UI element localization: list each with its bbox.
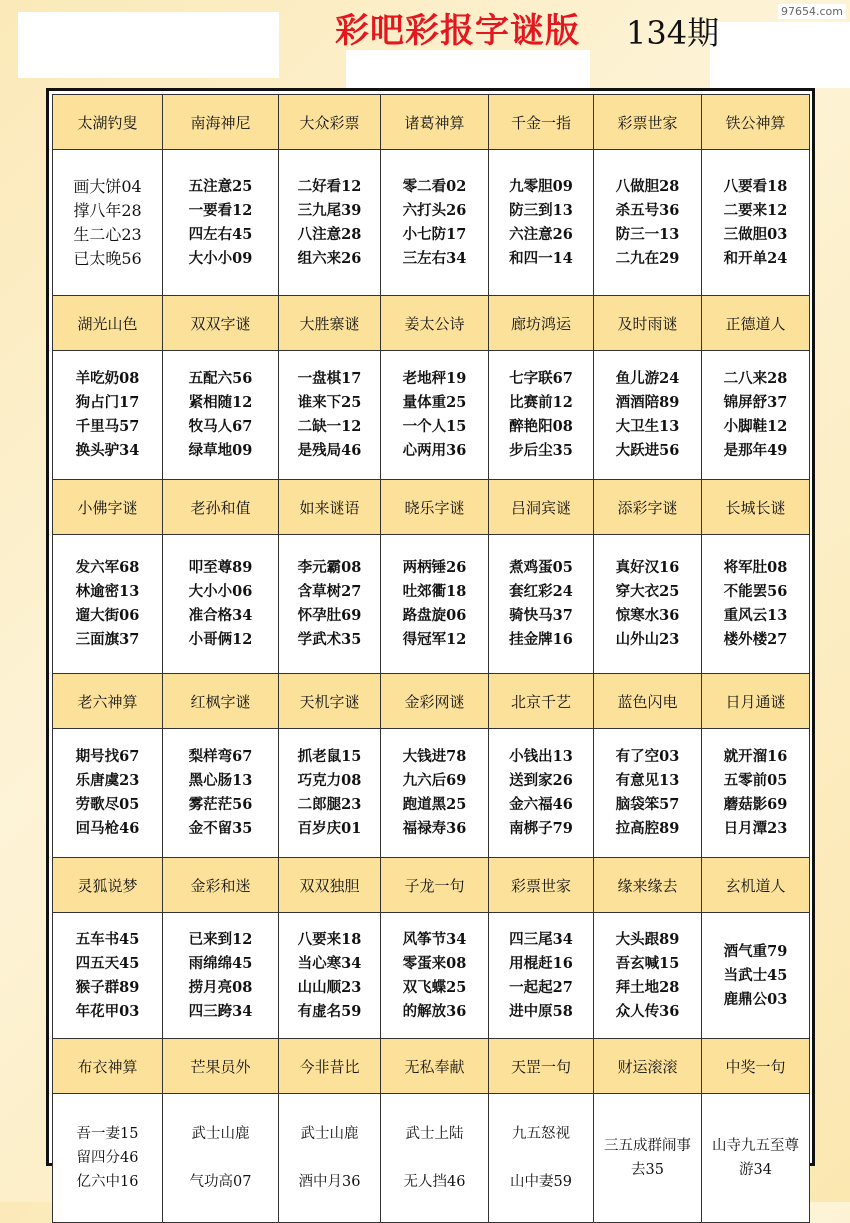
riddle-line: 气功高07 — [189, 1174, 252, 1190]
riddle-line: 大钱进78 — [402, 748, 467, 765]
riddle-line: 百岁庆01 — [297, 820, 362, 837]
riddle-line: 楼外楼27 — [723, 631, 788, 648]
riddle-line: 是那年49 — [723, 442, 788, 459]
column-header: 灵狐说梦 — [53, 858, 163, 913]
riddle-line: 山中妻59 — [510, 1174, 572, 1190]
riddle-line: 五配六56 — [188, 370, 253, 387]
column-header: 长城长谜 — [702, 480, 810, 535]
header-row — [53, 95, 810, 150]
riddle-line: 酒中月36 — [298, 1174, 361, 1190]
riddle-line: 老地秤19 — [402, 370, 467, 387]
riddle-line: 山外山23 — [615, 631, 680, 648]
riddle-cell — [279, 150, 381, 296]
riddle-line: 不能罢56 — [723, 583, 788, 600]
riddle-line: 九五怒视 — [512, 1126, 570, 1142]
riddle-cell — [279, 1094, 381, 1223]
riddle-cell — [279, 729, 381, 858]
watermark: 97654.com — [778, 4, 846, 19]
riddle-cell — [702, 1094, 810, 1223]
riddle-line: 五车书45 — [75, 930, 140, 948]
header-row — [53, 1039, 810, 1094]
riddle-line: 二郎腿23 — [297, 796, 362, 813]
column-header: 及时雨谜 — [594, 296, 702, 351]
riddle-line: 雾茫茫56 — [188, 796, 253, 813]
riddle-line: 有意见13 — [615, 772, 680, 789]
riddle-line: 真好汉16 — [615, 559, 680, 576]
riddle-line: 猴子群89 — [75, 978, 140, 996]
riddle-line: 捞月亮08 — [188, 978, 253, 996]
column-header: 天机字谜 — [279, 674, 381, 729]
riddle-line: 双飞蝶25 — [402, 978, 467, 996]
column-header: 晓乐字谜 — [381, 480, 489, 535]
riddle-line: 就开溜16 — [723, 748, 788, 765]
riddle-cell — [489, 1094, 594, 1223]
riddle-line: 拜土地28 — [615, 978, 680, 996]
riddle-cell — [163, 351, 279, 480]
riddle-cell — [163, 729, 279, 858]
column-header: 千金一指 — [489, 95, 594, 150]
riddle-line: 九六后69 — [402, 772, 467, 789]
riddle-line: 套红彩24 — [509, 583, 573, 600]
riddle-cell — [702, 351, 810, 480]
riddle-line: 二要来12 — [723, 201, 788, 219]
riddle-cell — [702, 729, 810, 858]
riddle-line: 准合格34 — [188, 607, 253, 624]
riddle-line: 和开单24 — [723, 249, 788, 267]
column-header: 正德道人 — [702, 296, 810, 351]
column-header: 金彩网谜 — [381, 674, 489, 729]
riddle-line: 巧克力08 — [297, 772, 362, 789]
riddle-line: 送到家26 — [509, 772, 573, 789]
riddle-cell — [53, 150, 163, 296]
riddle-line: 金六福46 — [509, 796, 573, 813]
riddle-line: 七字联67 — [509, 370, 573, 387]
riddle-cell — [381, 1094, 489, 1223]
riddle-line: 进中原58 — [509, 1002, 573, 1020]
riddle-line: 四三尾34 — [509, 930, 573, 948]
column-header: 铁公神算 — [702, 95, 810, 150]
riddle-cell — [381, 535, 489, 674]
column-header: 诸葛神算 — [381, 95, 489, 150]
issue-number: 134期 — [626, 14, 720, 52]
column-header: 日月通谜 — [702, 674, 810, 729]
riddle-line: 脑袋笨57 — [615, 796, 680, 813]
riddle-line: 防三一13 — [615, 225, 680, 243]
riddle-line: 四五天45 — [75, 954, 140, 972]
riddle-line: 醉艳阳08 — [509, 418, 573, 435]
riddle-line: 武士山鹿 — [300, 1126, 359, 1142]
riddle-line: 用棍赶16 — [509, 954, 573, 972]
riddle-line: 吾玄喊15 — [615, 954, 680, 972]
riddle-line: 留四分46 — [76, 1150, 139, 1166]
riddle-line: 发六军68 — [75, 559, 140, 576]
column-header: 南海神尼 — [163, 95, 279, 150]
riddle-line: 和四一14 — [509, 249, 573, 267]
riddle-cell — [53, 351, 163, 480]
riddle-line: 已太晚56 — [73, 248, 142, 268]
riddle-cell — [381, 351, 489, 480]
riddle-cell — [489, 913, 594, 1039]
riddle-line: 有虚名59 — [297, 1002, 362, 1020]
riddle-line: 将军肚08 — [723, 559, 788, 576]
header-row — [53, 296, 810, 351]
column-header: 彩票世家 — [594, 95, 702, 150]
riddle-line: 的解放36 — [402, 1002, 467, 1020]
riddle-cell — [53, 535, 163, 674]
column-header: 老孙和值 — [163, 480, 279, 535]
column-header: 姜太公诗 — [381, 296, 489, 351]
riddle-line: 山寺九五至尊游34 — [712, 1138, 799, 1178]
riddle-line: 二九在29 — [615, 249, 680, 267]
riddle-cell — [279, 351, 381, 480]
riddle-cell — [702, 150, 810, 296]
riddle-cell — [53, 729, 163, 858]
riddle-line: 谁来下25 — [297, 394, 362, 411]
riddle-line: 五零前05 — [723, 772, 788, 789]
blank-panel-left — [18, 12, 279, 78]
column-header: 北京千艺 — [489, 674, 594, 729]
riddle-line: 吾一妻15 — [76, 1126, 139, 1142]
riddle-line: 一要看12 — [188, 201, 253, 219]
riddle-line: 一个人15 — [402, 418, 467, 435]
riddle-cell — [381, 150, 489, 296]
column-header: 大胜寨谜 — [279, 296, 381, 351]
column-header: 缘来缘去 — [594, 858, 702, 913]
riddle-line: 大卫生13 — [615, 418, 680, 435]
page-title: 彩吧彩报字谜版 — [335, 11, 580, 51]
riddle-line: 锦屏舒37 — [723, 394, 788, 411]
riddle-table — [52, 94, 810, 1223]
riddle-line: 大小小09 — [188, 249, 253, 267]
riddle-cell — [279, 913, 381, 1039]
riddle-cell — [489, 351, 594, 480]
column-header: 双双字谜 — [163, 296, 279, 351]
riddle-line: 黑心肠13 — [188, 772, 253, 789]
column-header: 财运滚滚 — [594, 1039, 702, 1094]
riddle-line: 大跃进56 — [615, 442, 680, 459]
riddle-line: 众人传36 — [615, 1002, 680, 1020]
riddle-cell — [594, 1094, 702, 1223]
riddle-line: 二好看12 — [297, 177, 362, 195]
riddle-line: 小哥俩12 — [188, 631, 253, 648]
riddle-line: 得冠军12 — [402, 631, 467, 648]
riddle-line: 骑快马37 — [509, 607, 573, 624]
riddle-line: 生二心23 — [73, 224, 142, 244]
riddle-line: 组六来26 — [297, 249, 362, 267]
content-row — [53, 1094, 810, 1223]
riddle-line: 零二看02 — [402, 177, 467, 195]
column-header: 太湖钓叟 — [53, 95, 163, 150]
riddle-cell — [702, 913, 810, 1039]
riddle-cell — [594, 535, 702, 674]
riddle-cell — [594, 729, 702, 858]
riddle-cell — [279, 535, 381, 674]
riddle-line: 三五成群闹事去35 — [604, 1138, 691, 1178]
riddle-line: 大小小06 — [188, 583, 253, 600]
column-header: 小佛字谜 — [53, 480, 163, 535]
header-row — [53, 858, 810, 913]
riddle-line: 鹿鼎公03 — [723, 990, 788, 1008]
riddle-line: 武士山鹿 — [191, 1126, 250, 1142]
riddle-line: 抓老鼠15 — [297, 748, 362, 765]
riddle-line: 撑八年28 — [73, 200, 142, 220]
riddle-line: 酒气重79 — [723, 942, 788, 960]
riddle-cell — [489, 729, 594, 858]
riddle-line: 千里马57 — [75, 418, 140, 435]
column-header: 廊坊鸿运 — [489, 296, 594, 351]
riddle-line: 吐郊衢18 — [402, 583, 467, 600]
riddle-line: 学武术35 — [297, 631, 362, 648]
riddle-line: 零蛋来08 — [402, 954, 467, 972]
column-header: 布衣神算 — [53, 1039, 163, 1094]
riddle-line: 八做胆28 — [615, 177, 680, 195]
riddle-cell — [163, 1094, 279, 1223]
riddle-cell — [489, 150, 594, 296]
riddle-line: 四左右45 — [188, 225, 253, 243]
riddle-line: 紧相随12 — [188, 394, 253, 411]
riddle-line: 重风云13 — [723, 607, 788, 624]
riddle-line: 三九尾39 — [297, 201, 362, 219]
riddle-line: 八注意28 — [297, 225, 362, 243]
riddle-line: 四三跨34 — [188, 1002, 253, 1020]
riddle-line: 惊寒水36 — [615, 607, 680, 624]
riddle-line: 林逾密13 — [75, 583, 140, 600]
riddle-line: 画大饼04 — [73, 176, 142, 196]
riddle-line: 日月潭23 — [723, 820, 788, 837]
riddle-cell — [53, 913, 163, 1039]
riddle-cell — [163, 913, 279, 1039]
riddle-line: 羊吃奶08 — [75, 370, 140, 387]
column-header: 双双独胆 — [279, 858, 381, 913]
riddle-line: 期号找67 — [75, 748, 140, 765]
riddle-line: 三左右34 — [402, 249, 467, 267]
riddle-line: 穿大衣25 — [615, 583, 680, 600]
riddle-line: 年花甲03 — [75, 1002, 140, 1020]
riddle-line: 遛大街06 — [75, 607, 140, 624]
riddle-line: 五注意25 — [188, 177, 253, 195]
riddle-line: 雨绵绵45 — [188, 954, 253, 972]
riddle-line: 拉高腔89 — [615, 820, 680, 837]
riddle-line: 九零胆09 — [509, 177, 573, 195]
content-row — [53, 150, 810, 296]
riddle-line: 已来到12 — [188, 930, 253, 948]
content-row — [53, 351, 810, 480]
column-header: 无私奉献 — [381, 1039, 489, 1094]
riddle-line: 李元霸08 — [297, 559, 362, 576]
riddle-cell — [594, 351, 702, 480]
riddle-line: 鱼儿游24 — [615, 370, 680, 387]
riddle-line: 二缺一12 — [297, 418, 362, 435]
riddle-line: 牧马人67 — [188, 418, 253, 435]
riddle-line: 换头驴34 — [75, 442, 140, 459]
riddle-line: 一起起27 — [509, 978, 573, 996]
column-header: 子龙一句 — [381, 858, 489, 913]
blank-panel-center — [346, 50, 590, 90]
header-row — [53, 480, 810, 535]
column-header: 大众彩票 — [279, 95, 381, 150]
riddle-line: 八要来18 — [297, 930, 362, 948]
column-header: 如来谜语 — [279, 480, 381, 535]
riddle-line: 一盘棋17 — [297, 370, 362, 387]
blank-panel-right — [710, 22, 850, 88]
riddle-line: 狗占门17 — [75, 394, 140, 411]
riddle-line: 叩至尊89 — [188, 559, 253, 576]
riddle-line: 金不留35 — [188, 820, 253, 837]
riddle-line: 大头跟89 — [615, 930, 680, 948]
riddle-line: 风筝节34 — [402, 930, 467, 948]
riddle-line: 三做胆03 — [723, 225, 788, 243]
riddle-line: 乐唐虞23 — [75, 772, 140, 789]
riddle-cell — [381, 913, 489, 1039]
riddle-line: 当武士45 — [723, 966, 788, 984]
riddle-line: 当心寒34 — [297, 954, 362, 972]
riddle-line: 六注意26 — [509, 225, 573, 243]
header-row — [53, 674, 810, 729]
content-row — [53, 729, 810, 858]
riddle-line: 含草树27 — [297, 583, 362, 600]
riddle-line: 三面旗37 — [75, 631, 140, 648]
riddle-line: 煮鸡蛋05 — [509, 559, 573, 576]
riddle-line: 二八来28 — [723, 370, 788, 387]
riddle-line: 武士上陆 — [405, 1126, 464, 1142]
riddle-line: 有了空03 — [615, 748, 680, 765]
riddle-line: 心两用36 — [402, 442, 467, 459]
column-header: 湖光山色 — [53, 296, 163, 351]
riddle-line: 两柄锤26 — [402, 559, 467, 576]
riddle-line: 六打头26 — [402, 201, 467, 219]
column-header: 今非昔比 — [279, 1039, 381, 1094]
column-header: 红枫字谜 — [163, 674, 279, 729]
riddle-line: 小钱出13 — [509, 748, 573, 765]
riddle-line: 防三到13 — [509, 201, 573, 219]
content-row — [53, 913, 810, 1039]
riddle-line: 劳歌尽05 — [75, 796, 140, 813]
riddle-line: 挂金牌16 — [509, 631, 573, 648]
riddle-line: 是残局46 — [297, 442, 362, 459]
riddle-line: 怀孕肚69 — [297, 607, 362, 624]
riddle-cell — [489, 535, 594, 674]
riddle-line: 小七防17 — [402, 225, 467, 243]
column-header: 金彩和迷 — [163, 858, 279, 913]
riddle-line: 路盘旋06 — [402, 607, 467, 624]
riddle-line: 无人挡46 — [403, 1174, 466, 1190]
riddle-cell — [702, 535, 810, 674]
content-row — [53, 535, 810, 674]
column-header: 添彩字谜 — [594, 480, 702, 535]
riddle-line: 比赛前12 — [509, 394, 573, 411]
riddle-cell — [163, 150, 279, 296]
riddle-cell — [381, 729, 489, 858]
riddle-cell — [163, 535, 279, 674]
riddle-cell — [53, 1094, 163, 1223]
riddle-line: 杀五号36 — [615, 201, 680, 219]
riddle-line: 回马枪46 — [75, 820, 140, 837]
riddle-line: 八要看18 — [723, 177, 788, 195]
riddle-line: 跑道黑25 — [402, 796, 467, 813]
riddle-line: 蘑菇影69 — [723, 796, 788, 813]
riddle-cell — [594, 913, 702, 1039]
riddle-line: 福禄寿36 — [402, 820, 467, 837]
riddle-cell — [594, 150, 702, 296]
riddle-line: 小脚鞋12 — [723, 418, 788, 435]
column-header: 吕洞宾谜 — [489, 480, 594, 535]
riddle-line: 亿六中16 — [76, 1174, 139, 1190]
riddle-line: 绿草地09 — [188, 442, 253, 459]
column-header: 天罡一句 — [489, 1039, 594, 1094]
riddle-line: 步后尘35 — [509, 442, 573, 459]
riddle-line: 梨样弯67 — [188, 748, 253, 765]
column-header: 中奖一句 — [702, 1039, 810, 1094]
riddle-line: 酒酒陪89 — [615, 394, 680, 411]
column-header: 老六神算 — [53, 674, 163, 729]
column-header: 彩票世家 — [489, 858, 594, 913]
column-header: 蓝色闪电 — [594, 674, 702, 729]
column-header: 芒果员外 — [163, 1039, 279, 1094]
column-header: 玄机道人 — [702, 858, 810, 913]
riddle-line: 量体重25 — [402, 394, 467, 411]
riddle-line: 山山顺23 — [297, 978, 362, 996]
riddle-line: 南梆子79 — [509, 820, 573, 837]
